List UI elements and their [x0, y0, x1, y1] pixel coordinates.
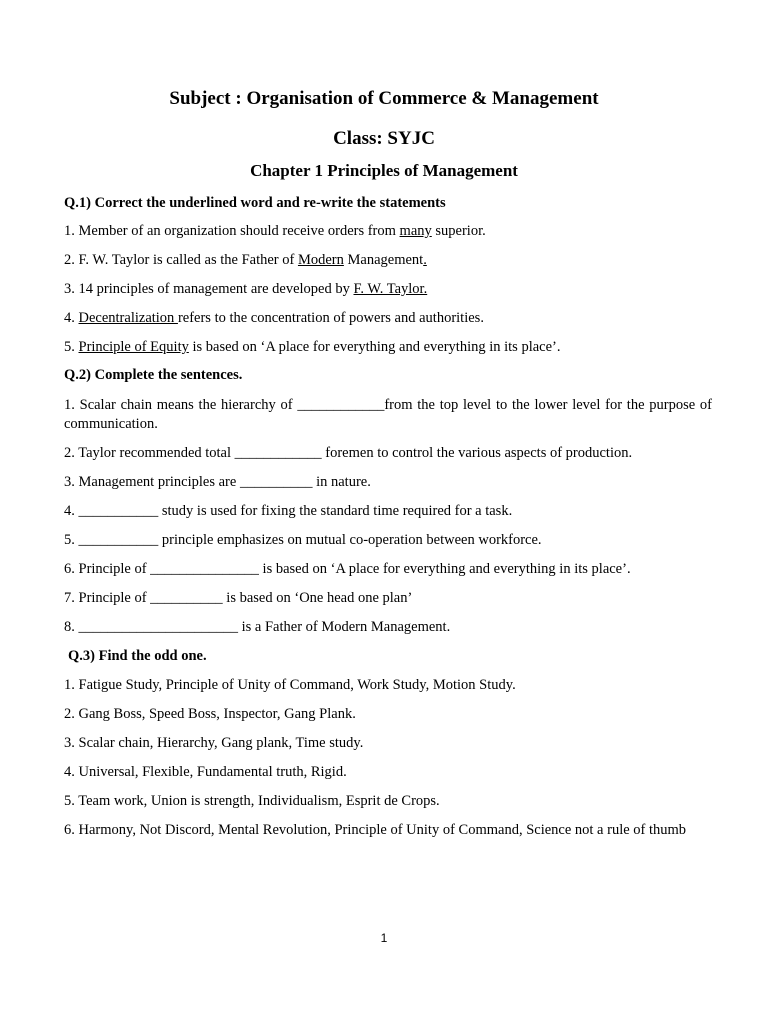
underlined-period: . [423, 252, 427, 268]
underlined-word: Principle of Equity [78, 339, 189, 355]
q2-item-1: 1. Scalar chain means the hierarchy of ____________from the top level to the lower level for the purpose of communication. [64, 397, 712, 432]
q3-item-3: 3. Scalar chain, Hierarchy, Gang plank, Time study. [64, 735, 364, 751]
q3-item-4: 4. Universal, Flexible, Fundamental truth, Rigid. [64, 764, 347, 780]
chapter-title: Chapter 1 Principles of Management [250, 161, 518, 180]
class-title: Class: SYJC [333, 128, 435, 149]
underlined-word: F. W. Taylor. [353, 281, 428, 297]
q1-item-3: 3. 14 principles of management are developed by F. W. Taylor. [64, 281, 428, 297]
q2-heading: Q.2) Complete the sentences. [64, 367, 243, 383]
q3-item-6: 6. Harmony, Not Discord, Mental Revolution, Principle of Unity of Command, Science not a rule of thumb [64, 822, 687, 838]
q1-item-5: 5. Principle of Equity is based on ‘A place for everything and everything in its place’. [64, 339, 561, 355]
q3-item-2: 2. Gang Boss, Speed Boss, Inspector, Gang Plank. [64, 706, 356, 722]
q2-item-4: 4. ___________ study is used for fixing the standard time required for a task. [64, 503, 513, 519]
q3-heading: Q.3) Find the odd one. [68, 648, 207, 664]
q2-item-2: 2. Taylor recommended total ____________ foremen to control the various aspects of production. [64, 445, 633, 461]
subject-title: Subject : Organisation of Commerce & Management [169, 88, 599, 109]
q1-heading: Q.1) Correct the underlined word and re-write the statements [64, 195, 446, 211]
underlined-word: many [399, 223, 432, 239]
q1-item-4: 4. Decentralization refers to the concentration of powers and authorities. [64, 310, 484, 326]
q2-item-6: 6. Principle of _______________ is based on ‘A place for everything and everything in its place’. [64, 561, 631, 577]
q2-item-8: 8. ______________________ is a Father of Modern Management. [64, 619, 451, 635]
q3-item-5: 5. Team work, Union is strength, Individualism, Esprit de Crops. [64, 793, 440, 809]
underlined-word: Decentralization [78, 310, 178, 326]
underlined-word: Modern [297, 252, 344, 268]
q2-item-5: 5. ___________ principle emphasizes on mutual co-operation between workforce. [64, 532, 542, 548]
q2-item-3: 3. Management principles are __________ in nature. [64, 474, 371, 490]
page-number: 1 [380, 931, 388, 945]
q2-item-7: 7. Principle of __________ is based on ‘One head one plan’ [64, 590, 413, 606]
q3-item-1: 1. Fatigue Study, Principle of Unity of Command, Work Study, Motion Study. [64, 677, 516, 693]
q1-item-2: 2. F. W. Taylor is called as the Father of Modern Management. [64, 252, 427, 268]
q1-item-1: 1. Member of an organization should receive orders from many superior. [64, 223, 486, 239]
